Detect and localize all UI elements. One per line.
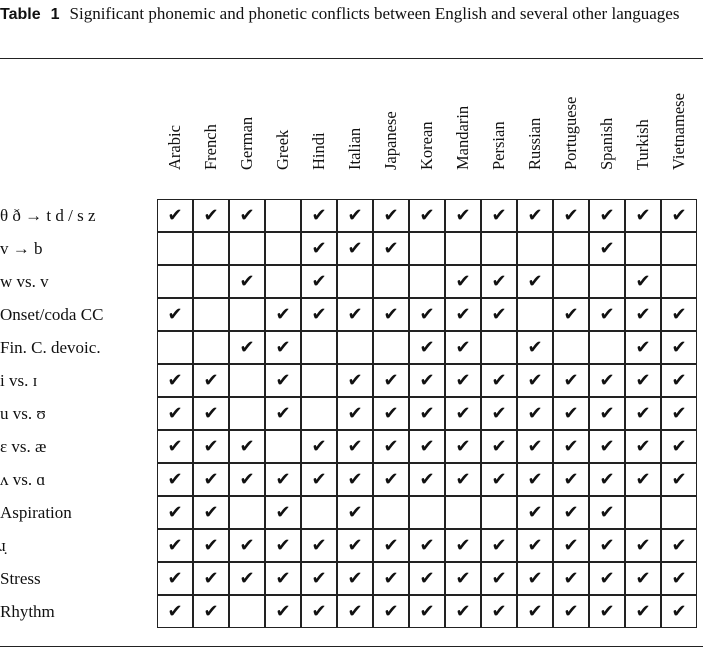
empty-cell <box>409 232 445 265</box>
empty-cell <box>337 265 373 298</box>
column-header-hindi: Hindi <box>309 132 328 170</box>
check-mark-cell: ✔ <box>481 529 517 562</box>
empty-cell <box>301 496 337 529</box>
check-mark-cell: ✔ <box>157 397 193 430</box>
check-mark-cell: ✔ <box>589 595 625 628</box>
empty-cell <box>229 364 265 397</box>
check-mark-cell: ✔ <box>337 232 373 265</box>
check-mark-cell: ✔ <box>517 397 553 430</box>
row-label: ʌ vs. ɑ <box>0 470 46 489</box>
check-mark-cell: ✔ <box>445 397 481 430</box>
check-mark-cell: ✔ <box>157 298 193 331</box>
check-mark-cell: ✔ <box>373 199 409 232</box>
check-mark-cell: ✔ <box>301 595 337 628</box>
check-mark-cell: ✔ <box>301 562 337 595</box>
empty-cell <box>661 496 697 529</box>
check-mark-cell: ✔ <box>337 562 373 595</box>
empty-cell <box>229 232 265 265</box>
empty-cell <box>517 298 553 331</box>
check-mark-cell: ✔ <box>445 331 481 364</box>
column-header-russian: Russian <box>525 117 544 170</box>
check-mark-cell: ✔ <box>193 595 229 628</box>
empty-cell <box>517 232 553 265</box>
check-mark-cell: ✔ <box>589 199 625 232</box>
check-mark-cell: ✔ <box>409 298 445 331</box>
empty-cell <box>373 331 409 364</box>
check-mark-cell: ✔ <box>517 364 553 397</box>
empty-cell <box>193 265 229 298</box>
empty-cell <box>445 232 481 265</box>
check-mark-cell: ✔ <box>337 595 373 628</box>
caption-number: 1 <box>50 6 60 23</box>
check-mark-cell: ✔ <box>337 496 373 529</box>
empty-cell <box>625 496 661 529</box>
check-mark-cell: ✔ <box>661 430 697 463</box>
caption-label: Table <box>0 6 41 23</box>
column-header-italian: Italian <box>345 127 364 170</box>
empty-cell <box>553 265 589 298</box>
column-header-portuguese: Portuguese <box>561 96 580 170</box>
empty-cell <box>625 232 661 265</box>
empty-cell <box>229 397 265 430</box>
empty-cell <box>193 298 229 331</box>
empty-cell <box>409 265 445 298</box>
check-mark-cell: ✔ <box>193 199 229 232</box>
check-mark-cell: ✔ <box>661 397 697 430</box>
empty-cell <box>481 232 517 265</box>
empty-cell <box>265 199 301 232</box>
check-mark-cell: ✔ <box>301 265 337 298</box>
check-mark-cell: ✔ <box>337 364 373 397</box>
column-header-japanese: Japanese <box>381 111 400 170</box>
check-mark-cell: ✔ <box>481 265 517 298</box>
check-mark-cell: ✔ <box>661 463 697 496</box>
check-mark-cell: ✔ <box>661 331 697 364</box>
check-mark-cell: ✔ <box>409 529 445 562</box>
column-header-french: French <box>201 124 220 170</box>
empty-cell <box>157 232 193 265</box>
empty-cell <box>553 331 589 364</box>
empty-cell <box>265 232 301 265</box>
check-mark-cell: ✔ <box>229 265 265 298</box>
check-mark-cell: ✔ <box>589 430 625 463</box>
column-header-german: German <box>237 116 256 170</box>
row-label: i vs. ɪ <box>0 371 38 390</box>
check-mark-cell: ✔ <box>625 331 661 364</box>
check-mark-cell: ✔ <box>157 364 193 397</box>
empty-cell <box>157 331 193 364</box>
check-mark-cell: ✔ <box>589 529 625 562</box>
check-mark-cell: ✔ <box>625 364 661 397</box>
check-mark-cell: ✔ <box>589 397 625 430</box>
check-mark-cell: ✔ <box>229 463 265 496</box>
check-mark-cell: ✔ <box>193 496 229 529</box>
check-mark-cell: ✔ <box>553 397 589 430</box>
row-label: Onset/coda CC <box>0 305 104 324</box>
row-label: Rhythm <box>0 602 55 621</box>
check-mark-cell: ✔ <box>301 529 337 562</box>
empty-cell <box>481 496 517 529</box>
row-label: Fin. C. devoic. <box>0 338 101 357</box>
empty-cell <box>265 265 301 298</box>
check-mark-cell: ✔ <box>229 529 265 562</box>
check-mark-cell: ✔ <box>373 298 409 331</box>
row-label: Aspiration <box>0 503 72 522</box>
check-mark-cell: ✔ <box>193 430 229 463</box>
check-mark-cell: ✔ <box>337 397 373 430</box>
check-mark-cell: ✔ <box>553 463 589 496</box>
row-label: ɹ̣ <box>0 536 6 555</box>
check-mark-cell: ✔ <box>661 562 697 595</box>
empty-cell <box>229 298 265 331</box>
empty-cell <box>445 496 481 529</box>
check-mark-cell: ✔ <box>265 496 301 529</box>
row-label: Stress <box>0 569 41 588</box>
check-mark-cell: ✔ <box>481 562 517 595</box>
check-mark-cell: ✔ <box>337 430 373 463</box>
check-mark-cell: ✔ <box>553 595 589 628</box>
check-mark-cell: ✔ <box>589 232 625 265</box>
check-mark-cell: ✔ <box>337 463 373 496</box>
empty-cell <box>553 232 589 265</box>
check-mark-cell: ✔ <box>445 199 481 232</box>
check-mark-cell: ✔ <box>301 199 337 232</box>
check-mark-cell: ✔ <box>625 397 661 430</box>
check-mark-cell: ✔ <box>265 397 301 430</box>
check-mark-cell: ✔ <box>625 298 661 331</box>
check-mark-cell: ✔ <box>193 397 229 430</box>
bottom-rule <box>0 646 703 647</box>
check-mark-cell: ✔ <box>553 562 589 595</box>
check-mark-cell: ✔ <box>517 199 553 232</box>
empty-cell <box>373 496 409 529</box>
empty-cell <box>337 331 373 364</box>
check-mark-cell: ✔ <box>589 496 625 529</box>
check-mark-cell: ✔ <box>373 430 409 463</box>
check-mark-cell: ✔ <box>157 463 193 496</box>
empty-cell <box>193 331 229 364</box>
check-mark-cell: ✔ <box>553 430 589 463</box>
check-mark-cell: ✔ <box>625 463 661 496</box>
check-mark-cell: ✔ <box>517 529 553 562</box>
check-mark-cell: ✔ <box>445 595 481 628</box>
check-mark-cell: ✔ <box>193 562 229 595</box>
empty-cell <box>481 331 517 364</box>
empty-cell <box>301 397 337 430</box>
row-label: w vs. v <box>0 272 49 291</box>
empty-cell <box>589 265 625 298</box>
check-mark-cell: ✔ <box>373 232 409 265</box>
check-mark-cell: ✔ <box>517 463 553 496</box>
check-mark-cell: ✔ <box>661 199 697 232</box>
check-mark-cell: ✔ <box>445 463 481 496</box>
check-mark-cell: ✔ <box>157 529 193 562</box>
check-mark-cell: ✔ <box>229 430 265 463</box>
check-mark-cell: ✔ <box>445 430 481 463</box>
check-mark-cell: ✔ <box>193 463 229 496</box>
empty-cell <box>301 331 337 364</box>
check-mark-cell: ✔ <box>301 232 337 265</box>
check-mark-cell: ✔ <box>409 430 445 463</box>
check-mark-cell: ✔ <box>373 529 409 562</box>
check-mark-cell: ✔ <box>265 364 301 397</box>
check-mark-cell: ✔ <box>193 364 229 397</box>
check-mark-cell: ✔ <box>229 199 265 232</box>
check-mark-cell: ✔ <box>517 331 553 364</box>
check-mark-cell: ✔ <box>157 199 193 232</box>
check-mark-cell: ✔ <box>553 364 589 397</box>
check-mark-cell: ✔ <box>625 430 661 463</box>
check-mark-cell: ✔ <box>625 529 661 562</box>
column-header-persian: Persian <box>489 121 508 170</box>
empty-cell <box>229 595 265 628</box>
check-mark-cell: ✔ <box>445 298 481 331</box>
empty-cell <box>301 364 337 397</box>
check-mark-cell: ✔ <box>517 265 553 298</box>
empty-cell <box>229 496 265 529</box>
check-mark-cell: ✔ <box>409 397 445 430</box>
check-mark-cell: ✔ <box>589 364 625 397</box>
check-mark-cell: ✔ <box>625 595 661 628</box>
empty-cell <box>265 430 301 463</box>
caption-text: Significant phonemic and phonetic conflicts between English and several other languages <box>69 4 680 23</box>
check-mark-cell: ✔ <box>625 562 661 595</box>
check-mark-cell: ✔ <box>481 298 517 331</box>
check-mark-cell: ✔ <box>661 364 697 397</box>
check-mark-cell: ✔ <box>553 496 589 529</box>
row-label: u vs. ʊ <box>0 404 46 423</box>
check-mark-cell: ✔ <box>301 298 337 331</box>
check-mark-cell: ✔ <box>589 463 625 496</box>
check-mark-cell: ✔ <box>157 595 193 628</box>
check-mark-cell: ✔ <box>409 199 445 232</box>
row-label: v → b <box>0 239 43 258</box>
row-label: ɛ vs. æ <box>0 437 47 456</box>
check-mark-cell: ✔ <box>481 364 517 397</box>
check-mark-cell: ✔ <box>157 430 193 463</box>
check-mark-cell: ✔ <box>625 265 661 298</box>
column-header-arabic: Arabic <box>165 125 184 170</box>
check-mark-cell: ✔ <box>481 595 517 628</box>
check-mark-cell: ✔ <box>409 562 445 595</box>
check-mark-cell: ✔ <box>517 595 553 628</box>
check-mark-cell: ✔ <box>193 529 229 562</box>
check-mark-cell: ✔ <box>301 463 337 496</box>
check-mark-cell: ✔ <box>661 595 697 628</box>
check-mark-cell: ✔ <box>229 562 265 595</box>
column-header-spanish: Spanish <box>597 117 616 170</box>
check-mark-cell: ✔ <box>265 331 301 364</box>
check-mark-cell: ✔ <box>553 529 589 562</box>
empty-cell <box>661 232 697 265</box>
check-mark-cell: ✔ <box>337 199 373 232</box>
check-mark-cell: ✔ <box>553 199 589 232</box>
check-mark-cell: ✔ <box>661 529 697 562</box>
check-mark-cell: ✔ <box>661 298 697 331</box>
check-mark-cell: ✔ <box>445 562 481 595</box>
check-mark-cell: ✔ <box>409 331 445 364</box>
check-mark-cell: ✔ <box>373 562 409 595</box>
check-mark-cell: ✔ <box>481 397 517 430</box>
check-mark-cell: ✔ <box>265 529 301 562</box>
column-header-turkish: Turkish <box>633 119 652 170</box>
check-mark-cell: ✔ <box>157 562 193 595</box>
check-mark-cell: ✔ <box>265 298 301 331</box>
check-mark-cell: ✔ <box>517 430 553 463</box>
column-header-vietnamese: Vietnamese <box>669 93 688 170</box>
check-mark-cell: ✔ <box>265 463 301 496</box>
check-mark-cell: ✔ <box>301 430 337 463</box>
check-mark-cell: ✔ <box>445 364 481 397</box>
check-mark-cell: ✔ <box>373 463 409 496</box>
check-mark-cell: ✔ <box>409 364 445 397</box>
check-mark-cell: ✔ <box>589 562 625 595</box>
check-mark-cell: ✔ <box>553 298 589 331</box>
empty-cell <box>157 265 193 298</box>
empty-cell <box>373 265 409 298</box>
check-mark-cell: ✔ <box>157 496 193 529</box>
column-header-mandarin: Mandarin <box>453 105 472 170</box>
check-mark-cell: ✔ <box>373 397 409 430</box>
check-mark-cell: ✔ <box>481 199 517 232</box>
check-mark-cell: ✔ <box>481 430 517 463</box>
empty-cell <box>193 232 229 265</box>
check-mark-cell: ✔ <box>265 595 301 628</box>
check-mark-cell: ✔ <box>589 298 625 331</box>
empty-cell <box>661 265 697 298</box>
column-header-greek: Greek <box>273 129 292 170</box>
check-mark-cell: ✔ <box>409 463 445 496</box>
empty-cell <box>409 496 445 529</box>
empty-cell <box>589 331 625 364</box>
check-mark-cell: ✔ <box>445 529 481 562</box>
check-mark-cell: ✔ <box>337 529 373 562</box>
check-mark-cell: ✔ <box>229 331 265 364</box>
check-mark-cell: ✔ <box>481 463 517 496</box>
row-label: θ ð → t d / s z <box>0 206 96 225</box>
check-mark-cell: ✔ <box>373 364 409 397</box>
check-mark-cell: ✔ <box>517 562 553 595</box>
check-mark-cell: ✔ <box>517 496 553 529</box>
check-mark-cell: ✔ <box>373 595 409 628</box>
check-mark-cell: ✔ <box>265 562 301 595</box>
check-mark-cell: ✔ <box>409 595 445 628</box>
check-mark-cell: ✔ <box>337 298 373 331</box>
check-mark-cell: ✔ <box>445 265 481 298</box>
column-header-korean: Korean <box>417 121 436 170</box>
check-mark-cell: ✔ <box>625 199 661 232</box>
